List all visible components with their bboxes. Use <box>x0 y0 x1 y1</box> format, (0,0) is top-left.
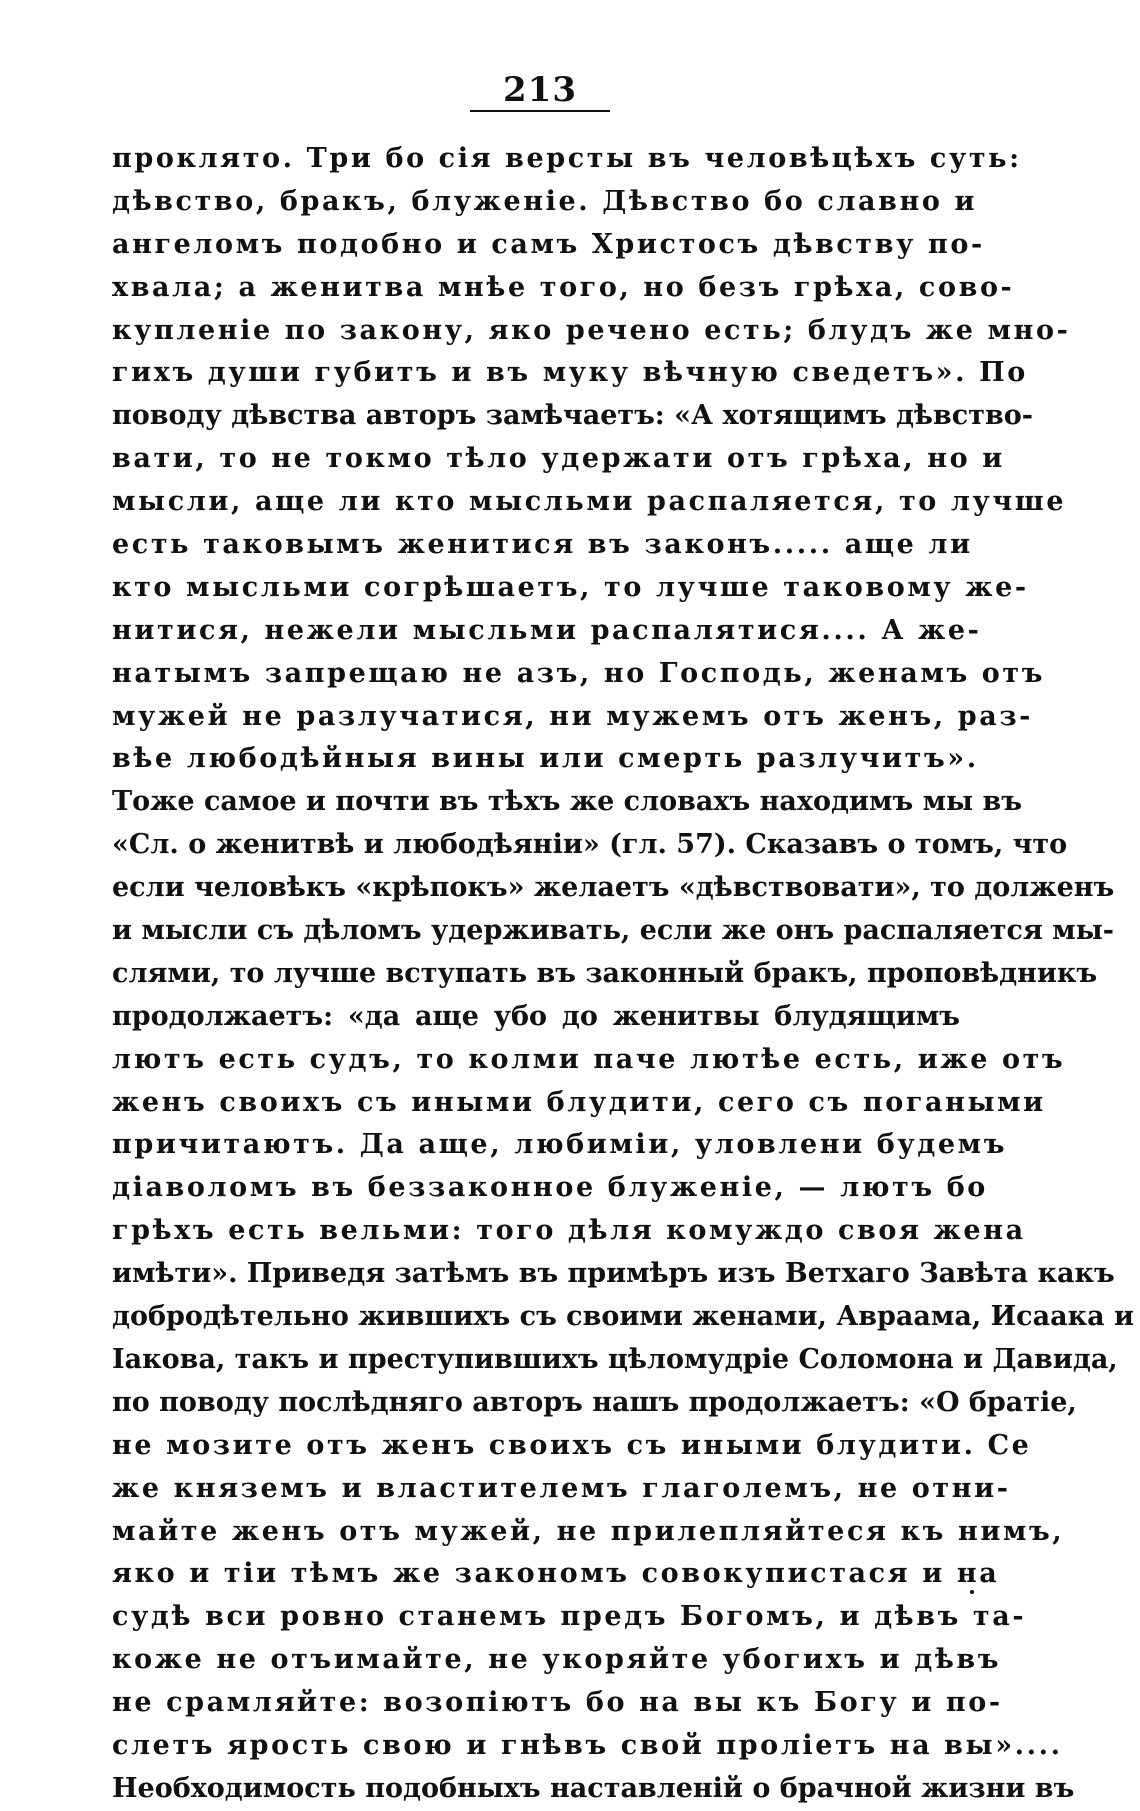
text-line: яко и тіи тѣмъ же закономъ совокупистася и на <box>112 1558 1000 1590</box>
text-line: если человѣкъ «крѣпокъ» желаетъ «дѣвствовати», то долженъ <box>112 872 1115 904</box>
text-line: же княземъ и властителемъ глаголемъ, не отни- <box>112 1472 1011 1504</box>
body-text <box>112 138 1134 1811</box>
header-rule <box>470 110 610 112</box>
text-line: есть таковымъ женитися въ законъ..... аще ли <box>112 529 973 561</box>
page-number: 213 <box>503 70 577 110</box>
text-line: проклято. Три бо сія версты въ человѣцѣхъ суть: <box>112 143 1022 174</box>
text-line: продолжаетъ: «да аще убо до женитвы блудящимъ <box>112 1000 960 1032</box>
text-line: добродѣтельно жившихъ съ своими женами, Авраама, Исаака и <box>112 1301 1134 1333</box>
text-line: имѣти». Приведя затѣмъ въ примѣръ изъ Ветхаго Завѣта какъ <box>112 1258 1115 1290</box>
text-line: вати, то не токмо тѣло удержати отъ грѣха, но и <box>112 443 1005 475</box>
text-line: коже не отъимайте, не укоряйте убогихъ и дѣвъ <box>112 1644 1002 1676</box>
text-line: поводу дѣвства авторъ замѣчаетъ: «А хотящимъ дѣвство- <box>112 400 1033 432</box>
text-line: не мозите отъ женъ своихъ съ иными блудити. Се <box>112 1429 1032 1461</box>
text-line: вѣе любодѣйныя вины или смерть разлучитъ». <box>112 743 979 775</box>
text-line: по поводу послѣдняго авторъ нашъ продолжаетъ: «О братіе, <box>112 1386 1077 1418</box>
text-line: не срамляйте: возопіютъ бо на вы къ Богу и по- <box>112 1687 1003 1719</box>
text-line: женъ своихъ съ иными блудити, сего съ погаными <box>112 1086 1046 1118</box>
text-line: хвала; а женитва мнѣе того, но безъ грѣха, сово- <box>112 271 1015 303</box>
text-line: кто мысльми согрѣшаетъ, то лучше таковому же- <box>112 571 1029 603</box>
text-line: слетъ ярость свою и гнѣвъ свой проліетъ на вы».... <box>112 1729 1063 1761</box>
text-line: мысли, аще ли кто мысльми распаляется, то лучше <box>112 486 1067 518</box>
text-line: нитися, нежели мысльми распалятися.... А же- <box>112 614 982 646</box>
text-line: гихъ души губитъ и въ муку вѣчную сведетъ». По <box>112 357 1028 389</box>
text-line: Тоже самое и почти въ тѣхъ же словахъ находимъ мы въ <box>112 786 1022 818</box>
text-line: купленіе по закону, яко речено есть; блудъ же мно- <box>112 314 1071 346</box>
text-line: Іакова, такъ и преступившихъ цѣломудріе Соломона и Давида, <box>112 1343 1118 1375</box>
text-line: ангеломъ подобно и самъ Христосъ дѣвству по- <box>112 228 985 260</box>
text-line: Необходимость подобныхъ наставленій о брачной жизни въ <box>112 1772 1075 1804</box>
text-line: дѣвство, бракъ, блуженіе. Дѣвство бо славно и <box>112 185 978 217</box>
text-line: «Сл. о женитвѣ и любодѣяніи» (гл. 57). Сказавъ о томъ, что <box>112 829 1068 861</box>
text-line: и мысли съ дѣломъ удерживать, если же онъ распаляется мы- <box>112 915 1115 947</box>
text-line: грѣхъ есть вельми: того дѣля комуждо своя жена <box>112 1215 1026 1247</box>
text-line: натымъ запрещаю не азъ, но Господь, женамъ отъ <box>112 657 1046 689</box>
text-line: лютъ есть судъ, то колми паче лютѣе есть, иже отъ <box>112 1043 1066 1075</box>
text-line: мужей не разлучатися, ни мужемъ отъ женъ, раз- <box>112 700 1033 732</box>
text-line: діаволомъ въ беззаконное блуженіе, — лютъ бо <box>112 1172 988 1204</box>
text-line: майте женъ отъ мужей, не прилепляйтеся къ нимъ, <box>112 1515 1065 1547</box>
text-line: причитаютъ. Да аще, любиміи, уловлени будемъ <box>112 1129 1008 1161</box>
text-line: слями, то лучше вступать въ законный бракъ, проповѣдникъ <box>112 957 1098 989</box>
text-line: судѣ вси ровно станемъ предъ Богомъ, и дѣвъ та- <box>112 1601 1027 1633</box>
stray-mark <box>970 1590 974 1594</box>
